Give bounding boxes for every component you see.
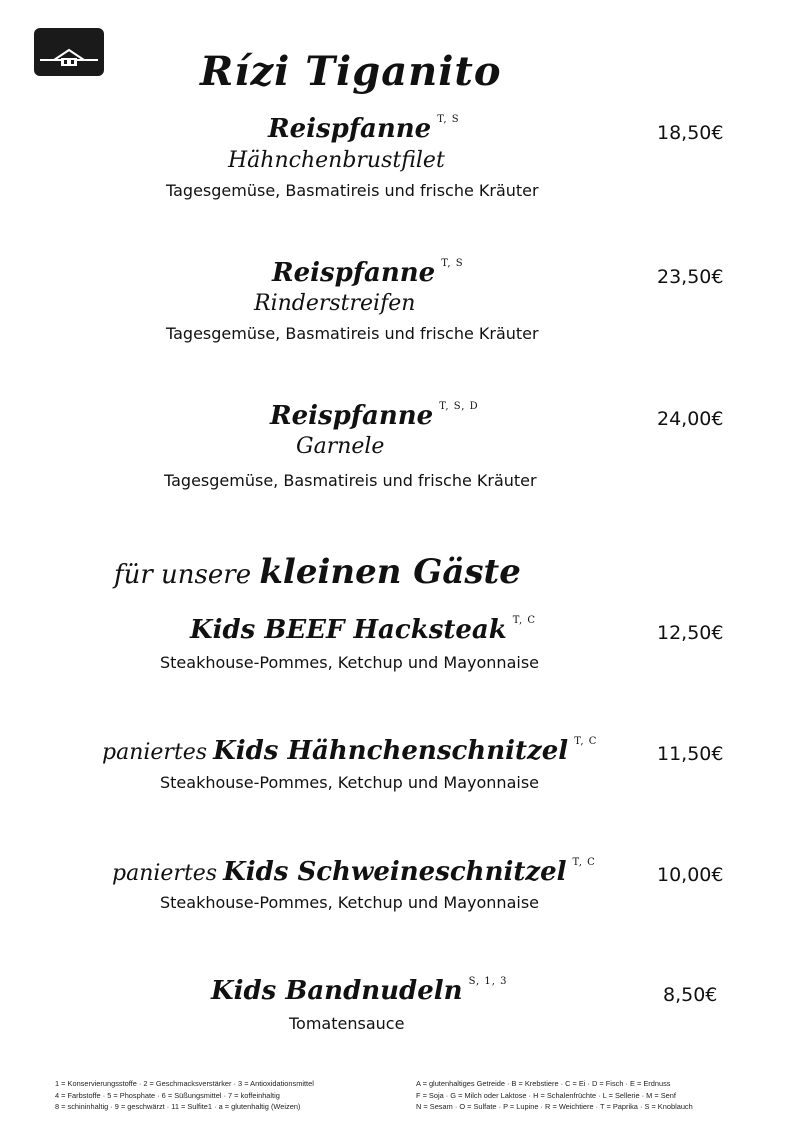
- legend-line: F = Soja · G = Milch oder Laktose · H = Schalenfrüchte · L = Sellerie · M = Senf: [416, 1090, 676, 1100]
- dish-price: 11,50€: [657, 743, 724, 765]
- dish-variant: Rinderstreifen: [254, 291, 416, 316]
- dish-price: 8,50€: [663, 984, 718, 1006]
- dish-price: 12,50€: [657, 622, 724, 644]
- dish-description: Tagesgemüse, Basmatireis und frische Kräuter: [166, 181, 539, 200]
- kids-dish-name: Kids Bandnudeln $^{S, 1, 3}$: [211, 976, 508, 1006]
- dish-variant: Garnele: [296, 434, 385, 459]
- kids-dish-name: Kids BEEF Hacksteak $^{T, C}$: [190, 615, 536, 645]
- menu-title: Rízi Tiganito: [200, 48, 502, 95]
- house-icon: [34, 28, 104, 76]
- dish-variant: Hähnchenbrustfilet: [228, 148, 445, 173]
- legend-line: 1 = Konservierungsstoffe · 2 = Geschmacksverstärker · 3 = Antioxidationsmittel: [55, 1079, 314, 1088]
- dish-description: Tagesgemüse, Basmatireis und frische Kräuter: [164, 471, 537, 490]
- dish-price: 24,00€: [657, 408, 724, 430]
- legend-line: A = glutenhaltiges Getreide · B = Krebstiere · C = Ei · D = Fisch · E = Erdnuss: [416, 1079, 671, 1088]
- legend-line: 8 = schininhaltig · 9 = geschwärzt · 11 = Sulfite1 · a = glutenhaltig (Weizen): [55, 1102, 301, 1111]
- dish-description: Steakhouse-Pommes, Ketchup und Mayonnaise: [160, 653, 539, 672]
- kids-dish-name: paniertes Kids Hähnchenschnitzel $^{T, C}$: [102, 736, 598, 766]
- dish-price: 18,50€: [657, 122, 724, 144]
- legend-line: 4 = Farbstoffe · 5 = Phosphate · 6 = Süßungsmittel · 7 = koffeinhaltig: [55, 1090, 280, 1100]
- allergens-legend: [416, 1078, 693, 1113]
- dish-price: 23,50€: [657, 266, 724, 288]
- kids-section-title: für unsere kleinen Gäste: [114, 552, 521, 592]
- additives-legend: [55, 1078, 314, 1113]
- dish-name: Reispfanne $^{T, S, D}$: [270, 401, 479, 431]
- dish-name: Reispfanne $^{T, S}$: [268, 114, 460, 144]
- dish-price: 10,00€: [657, 864, 724, 886]
- dish-description: Tagesgemüse, Basmatireis und frische Kräuter: [166, 324, 539, 343]
- restaurant-logo: [34, 28, 104, 76]
- dish-name: Reispfanne $^{T, S}$: [272, 258, 464, 288]
- dish-description: Steakhouse-Pommes, Ketchup und Mayonnaise: [160, 893, 539, 912]
- dish-description: Tomatensauce: [289, 1014, 405, 1033]
- legend-line: N = Sesam · O = Sulfate · P = Lupine · R = Weichtiere · T = Paprika · S = Knoblauch: [416, 1102, 693, 1111]
- kids-dish-name: paniertes Kids Schweineschnitzel $^{T, C}$: [112, 857, 596, 887]
- dish-description: Steakhouse-Pommes, Ketchup und Mayonnaise: [160, 773, 539, 792]
